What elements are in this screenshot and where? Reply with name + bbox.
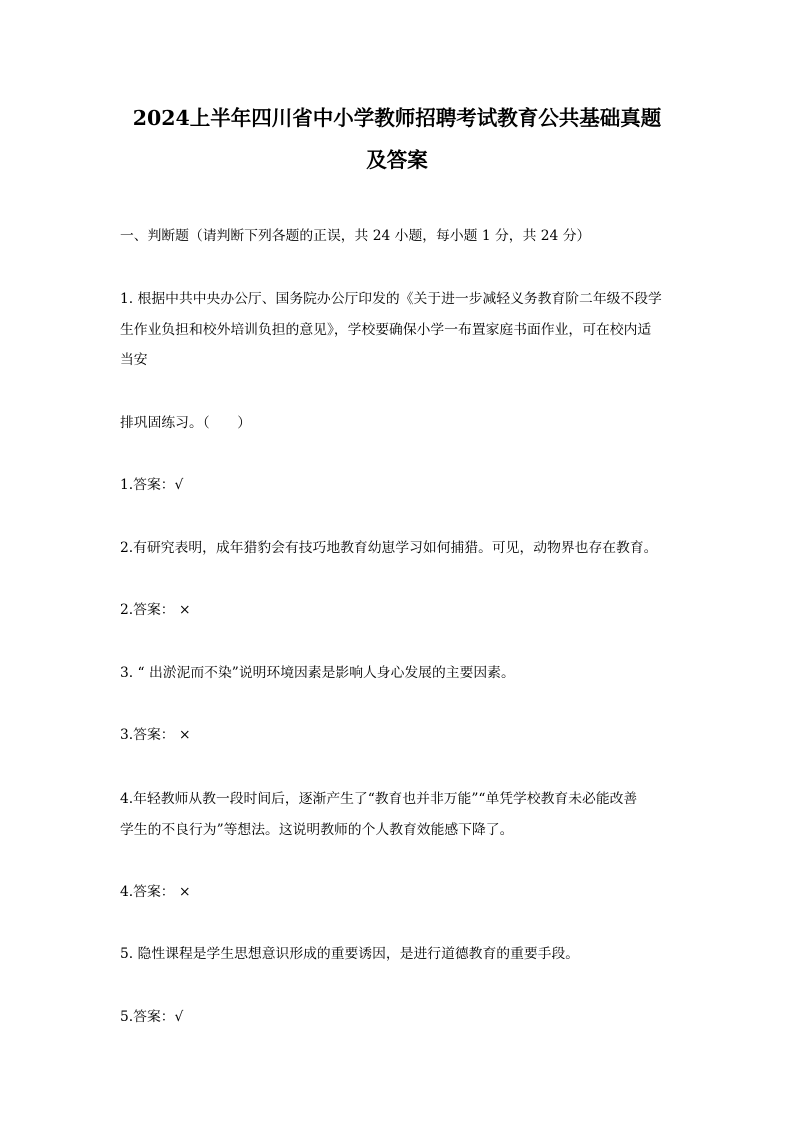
- answer-3: 3.答案： ×: [120, 727, 191, 743]
- document-title-line-2: 及答案: [366, 148, 428, 172]
- answer-2: 2.答案： ×: [120, 602, 191, 618]
- answer-5: 5.答案：√: [120, 1009, 184, 1025]
- question-1-line-1: 1. 根据中共中央办公厅、国务院办公厅印发的《关于进一步减轻义务教育阶二年级不段学: [120, 291, 662, 307]
- question-4-line-2: 学生的不良行为”等想法。这说明教师的个人教育效能感下降了。: [120, 822, 514, 838]
- question-1-line-4: 排巩固练习。（ ）: [120, 415, 252, 431]
- question-3-line-1: 3. “ 出淤泥而不染”说明环境因素是影响人身心发展的主要因素。: [120, 665, 515, 681]
- question-1-line-2: 生作业负担和校外培训负担的意见》，学校要确保小学一布置家庭书面作业，可在校内适: [120, 322, 652, 338]
- question-4-line-1: 4.年轻教师从教一段时间后，逐渐产生了“教育也并非万能”“单凭学校教育未必能改善: [120, 791, 638, 807]
- section-heading: 一、判断题（请判断下列各题的正误，共 24 小题，每小题 1 分，共 24 分）: [120, 228, 591, 244]
- document-title-line-1: 2024上半年四川省中小学教师招聘考试教育公共基础真题: [132, 106, 662, 130]
- answer-4: 4.答案： ×: [120, 884, 191, 900]
- question-1-line-3: 当安: [120, 352, 148, 368]
- question-2-line-1: 2.有研究表明，成年猎豹会有技巧地教育幼崽学习如何捕猎。可见，动物界也存在教育。: [120, 540, 658, 556]
- answer-1: 1.答案：√: [120, 477, 184, 493]
- question-5-line-1: 5. 隐性课程是学生思想意识形成的重要诱因，是进行道德教育的重要手段。: [120, 946, 580, 962]
